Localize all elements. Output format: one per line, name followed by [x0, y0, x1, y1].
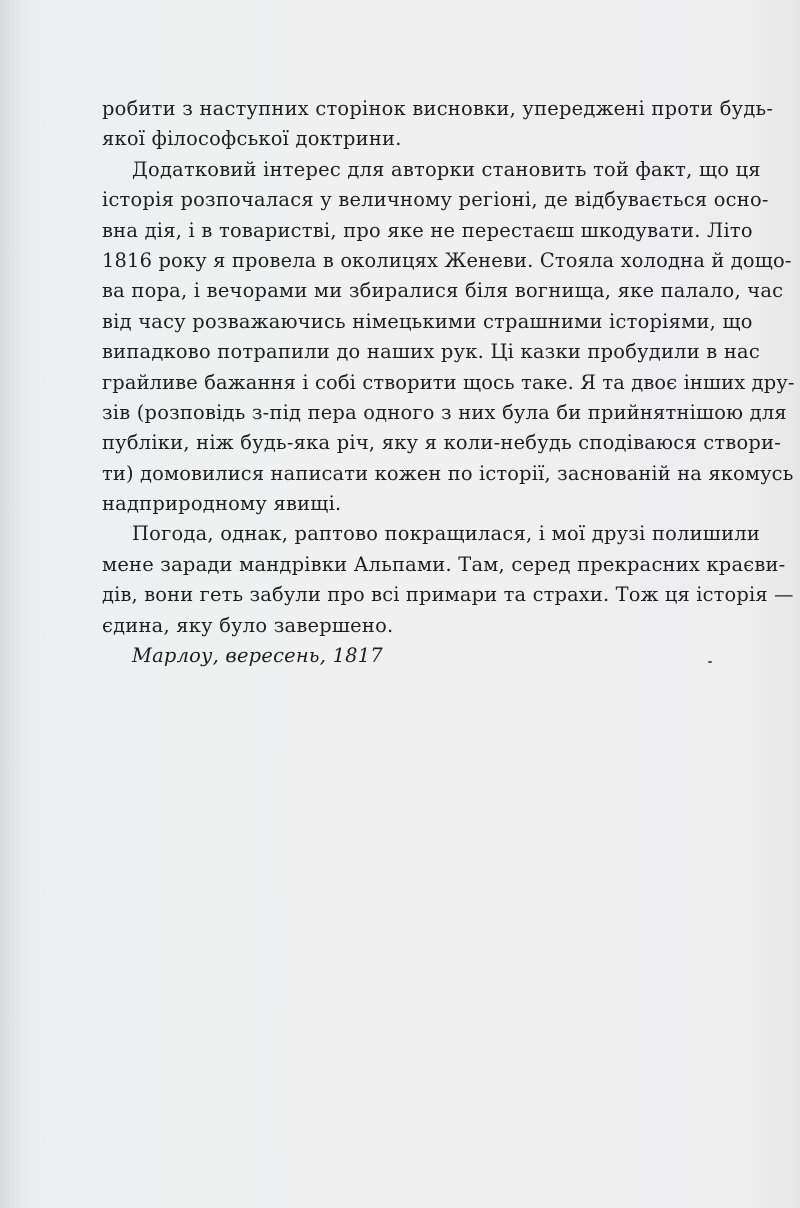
paragraph-2: [102, 155, 795, 520]
text-line: Додатковий інтерес для авторки становить той факт, що ця: [132, 157, 761, 181]
text-line: мене заради мандрівки Альпами. Там, серед прекрасних краєви-: [102, 552, 786, 576]
print-speck: [708, 661, 712, 663]
signature: Марлоу, вересень, 1817: [132, 644, 383, 668]
text-line: 1816 року я провела в околицях Женеви. Стояла холодна й дощо-: [102, 248, 792, 272]
text-line: ва пора, і вечорами ми збиралися біля вогнища, яке палало, час: [102, 279, 784, 303]
text-line: випадково потрапили до наших рук. Ці казки пробудили в нас: [102, 340, 760, 364]
text-line: вна дія, і в товаристві, про яке не перестаєш шкодувати. Літо: [102, 218, 753, 242]
text-line: Погода, однак, раптово покращилася, і мої друзі полишили: [132, 522, 761, 546]
text-line: грайливе бажання і собі створити щось таке. Я та двоє інших дру-: [102, 370, 795, 394]
text-line: від часу розважаючись німецькими страшними історіями, що: [102, 309, 753, 333]
text-line: єдина, яку було завершено.: [102, 613, 394, 637]
body-text: [102, 94, 795, 671]
text-line: надприродному явищі.: [102, 492, 342, 516]
text-line: зів (розповідь з-під пера одного з них була би прийнятнішою для: [102, 400, 787, 424]
text-line: дів, вони геть забули про всі примари та страхи. Тож ця історія —: [102, 583, 794, 607]
spine-shadow: [0, 0, 22, 1208]
text-line: історія розпочалася у величному регіоні, де відбувається осно-: [102, 188, 769, 212]
text-line: ти) домовилися написати кожен по історії, заснованій на якомусь: [102, 461, 794, 485]
paragraph-1: [102, 94, 784, 155]
text-line: якої філософської доктрини.: [102, 127, 402, 151]
paragraph-3: [102, 519, 794, 641]
text-line: робити з наступних сторінок висновки, упереджені проти будь-: [102, 97, 774, 120]
text-line: публіки, ніж будь-яка річ, яку я коли-небудь сподіваюся створи-: [102, 431, 782, 455]
